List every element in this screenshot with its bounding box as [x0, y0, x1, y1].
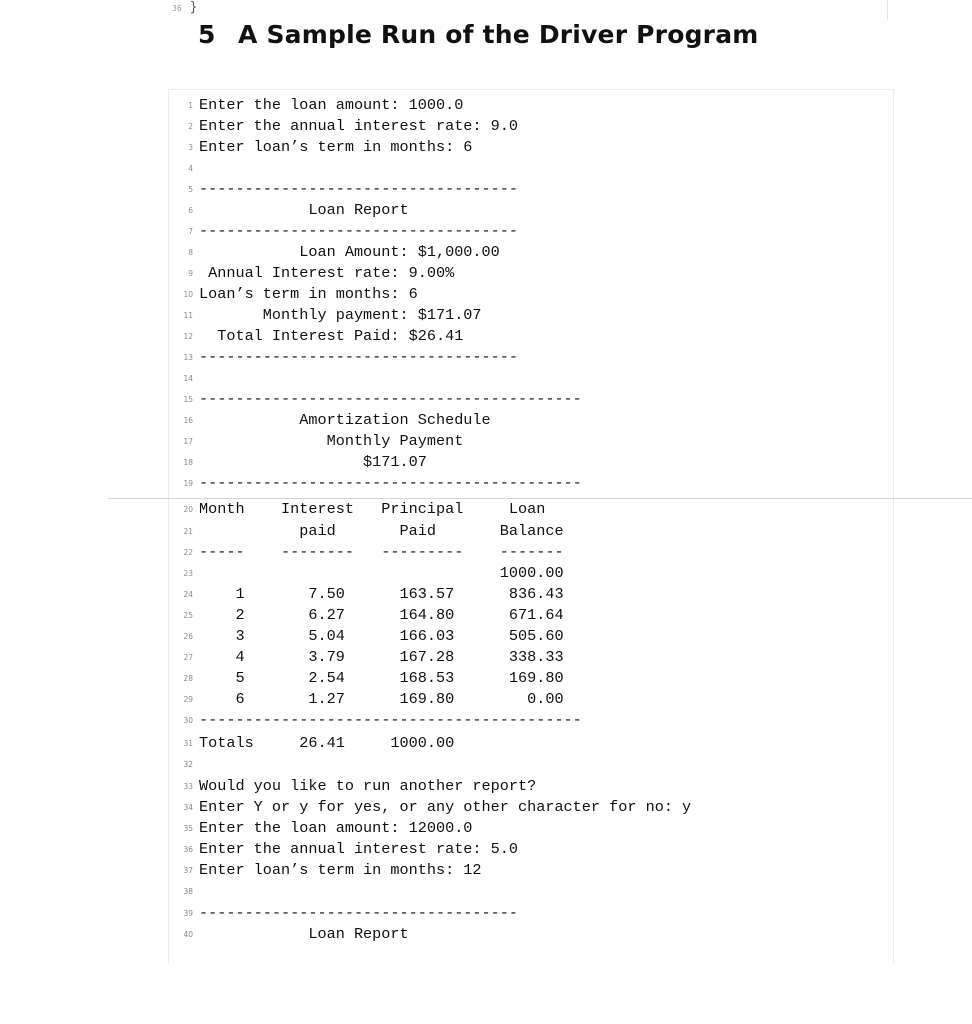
line-number: 16	[183, 416, 193, 425]
code-line	[169, 521, 894, 542]
line-number: 9	[188, 269, 193, 278]
code-line	[169, 347, 894, 368]
code-line	[169, 263, 894, 284]
line-number: 36	[183, 845, 193, 854]
line-number: 12	[183, 332, 193, 341]
code-text: 1 7.50 163.57 836.43	[199, 585, 564, 603]
line-number: 36	[172, 4, 182, 13]
line-number: 6	[188, 206, 193, 215]
code-line	[169, 431, 894, 452]
line-number: 37	[183, 866, 193, 875]
line-number: 39	[183, 909, 193, 918]
section-heading	[198, 20, 759, 49]
line-number: 30	[183, 716, 193, 725]
line-number: 24	[183, 590, 193, 599]
code-line	[169, 860, 894, 881]
code-line	[169, 668, 894, 689]
code-line	[169, 179, 894, 200]
code-text: Monthly Payment	[199, 432, 464, 450]
line-number: 5	[188, 185, 193, 194]
code-text: Loan Report	[199, 201, 409, 219]
code-line	[169, 389, 894, 410]
code-line	[169, 733, 894, 754]
line-number: 20	[183, 505, 193, 514]
code-text: ------------------------------------------	[199, 711, 582, 729]
code-line	[169, 499, 894, 520]
code-text: Amortization Schedule	[199, 411, 491, 429]
code-text: 4 3.79 167.28 338.33	[199, 648, 564, 666]
code-line	[169, 452, 894, 473]
line-number: 31	[183, 739, 193, 748]
code-line	[169, 881, 894, 902]
code-text: Would you like to run another report?	[199, 777, 537, 795]
code-line	[169, 710, 894, 731]
section-title: A Sample Run of the Driver Program	[238, 20, 759, 49]
line-number: 7	[188, 227, 193, 236]
code-text: 3 5.04 166.03 505.60	[199, 627, 564, 645]
code-line	[169, 542, 894, 563]
line-number: 4	[188, 164, 193, 173]
code-line	[169, 563, 894, 584]
code-text: Loan Report	[199, 925, 409, 943]
code-text: 1000.00	[199, 564, 564, 582]
line-number: 15	[183, 395, 193, 404]
code-line	[169, 818, 894, 839]
page-break-divider	[108, 498, 972, 499]
line-number: 18	[183, 458, 193, 467]
line-number: 11	[183, 311, 193, 320]
line-number: 3	[188, 143, 193, 152]
line-number: 2	[188, 122, 193, 131]
line-number: 17	[183, 437, 193, 446]
code-line	[169, 797, 894, 818]
code-text: 6 1.27 169.80 0.00	[199, 690, 564, 708]
code-text: Enter loan’s term in months: 12	[199, 861, 482, 879]
code-line	[169, 839, 894, 860]
code-text: Loan’s term in months: 6	[199, 285, 418, 303]
code-line	[169, 473, 894, 494]
line-number: 23	[183, 569, 193, 578]
code-line	[169, 305, 894, 326]
code-text: Totals 26.41 1000.00	[199, 734, 455, 752]
code-text: Loan Amount: $1,000.00	[199, 243, 500, 261]
code-text: }	[189, 0, 198, 15]
code-text: Annual Interest rate: 9.00%	[199, 264, 455, 282]
code-text: -----------------------------------	[199, 348, 518, 366]
code-line	[169, 284, 894, 305]
line-number: 33	[183, 782, 193, 791]
line-number: 13	[183, 353, 193, 362]
line-number: 38	[183, 887, 193, 896]
code-text: ------------------------------------------	[199, 474, 582, 492]
code-text: ------------------------------------------	[199, 390, 582, 408]
code-text: Enter the loan amount: 12000.0	[199, 819, 473, 837]
code-line	[169, 242, 894, 263]
code-line	[169, 200, 894, 221]
code-line	[169, 116, 894, 137]
code-text: Enter the loan amount: 1000.0	[199, 96, 464, 114]
line-number: 29	[183, 695, 193, 704]
line-number: 34	[183, 803, 193, 812]
code-line	[169, 924, 894, 945]
code-text: 2 6.27 164.80 671.64	[199, 606, 564, 624]
code-text: Month Interest Principal Loan	[199, 500, 546, 518]
line-number: 19	[183, 479, 193, 488]
line-number: 26	[183, 632, 193, 641]
code-line	[169, 776, 894, 797]
code-line	[169, 903, 894, 924]
line-number: 32	[183, 760, 193, 769]
code-line	[169, 647, 894, 668]
code-text: Total Interest Paid: $26.41	[199, 327, 464, 345]
line-number: 28	[183, 674, 193, 683]
code-line	[169, 410, 894, 431]
code-text: -----------------------------------	[199, 222, 518, 240]
code-line	[169, 158, 894, 179]
code-line	[169, 689, 894, 710]
code-text: -----------------------------------	[199, 904, 518, 922]
line-number: 40	[183, 930, 193, 939]
code-line	[169, 626, 894, 647]
code-line	[169, 95, 894, 116]
line-number: 8	[188, 248, 193, 257]
line-number: 35	[183, 824, 193, 833]
code-text: Monthly payment: $171.07	[199, 306, 482, 324]
code-text: Enter Y or y for yes, or any other character for no: y	[199, 798, 692, 816]
code-line	[169, 605, 894, 626]
code-text: -----------------------------------	[199, 180, 518, 198]
line-number: 27	[183, 653, 193, 662]
code-text: ----- -------- --------- -------	[199, 543, 564, 561]
line-number: 14	[183, 374, 193, 383]
code-text: 5 2.54 168.53 169.80	[199, 669, 564, 687]
code-line	[169, 137, 894, 158]
code-line	[169, 584, 894, 605]
section-number: 5	[198, 20, 216, 49]
line-number: 22	[183, 548, 193, 557]
code-line	[169, 326, 894, 347]
line-number: 1	[188, 101, 193, 110]
code-line	[169, 368, 894, 389]
code-text: Enter loan’s term in months: 6	[199, 138, 473, 156]
margin-rule	[887, 0, 888, 20]
code-text: Enter the annual interest rate: 5.0	[199, 840, 518, 858]
line-number: 21	[183, 527, 193, 536]
code-line	[169, 221, 894, 242]
code-text: $171.07	[199, 453, 427, 471]
code-text: Enter the annual interest rate: 9.0	[199, 117, 518, 135]
line-number: 10	[183, 290, 193, 299]
previous-page-code-tail	[172, 0, 197, 14]
line-number: 25	[183, 611, 193, 620]
code-listing	[168, 89, 894, 963]
code-text: paid Paid Balance	[199, 522, 564, 540]
code-line	[169, 754, 894, 775]
